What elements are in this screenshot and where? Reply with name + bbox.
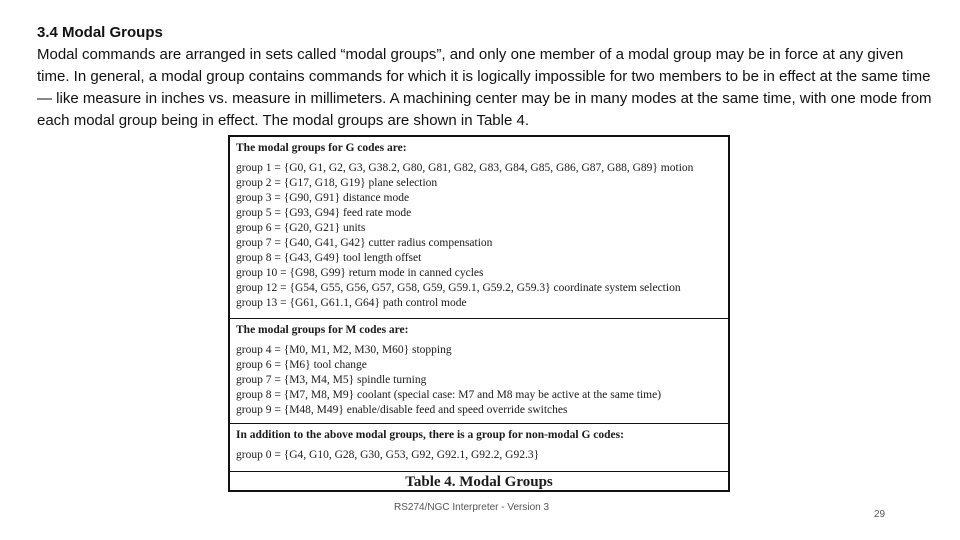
m-codes-heading: The modal groups for M codes are: [236,324,409,336]
table-row: group 12 = {G54, G55, G56, G57, G58, G59, G59.1, G59.2, G59.3} coordinate system selection [236,282,681,294]
table-row: group 6 = {G20, G21} units [236,222,366,234]
table-caption: Table 4. Modal Groups [405,474,553,490]
table-row: group 7 = {M3, M4, M5} spindle turning [236,374,427,386]
page-number: 29 [874,509,886,520]
table-row: group 1 = {G0, G1, G2, G3, G38.2, G80, G81, G82, G83, G84, G85, G86, G87, G88, G89} motion [236,162,694,174]
modal-groups-table [228,135,730,492]
table-row: group 3 = {G90, G91} distance mode [236,192,410,204]
table-row: group 13 = {G61, G61.1, G64} path control mode [236,297,467,309]
table-row: group 4 = {M0, M1, M2, M30, M60} stopping [236,344,452,356]
g-codes-heading: The modal groups for G codes are: [236,142,407,154]
non-modal-section [230,424,728,472]
section-paragraph: Modal commands are arranged in sets called “modal groups”, and only one member of a modal group may be in force at any given time. In general, a modal group contains commands for which it is logically impossible for two members to be in effect at the same time — like measure in inches vs. measure in millimeters. A machining center may be in many modes at the same time, with one mode from each modal group being in effect. The modal groups are shown in Table 4. [37,46,932,129]
table-row: group 5 = {G93, G94} feed rate mode [236,207,412,219]
section-title: 3.4 Modal Groups [37,24,163,41]
table-row: group 6 = {M6} tool change [236,359,367,371]
table-row: group 9 = {M48, M49} enable/disable feed and speed override switches [236,404,568,416]
table-row: group 8 = {G43, G49} tool length offset [236,252,422,264]
table-row: group 10 = {G98, G99} return mode in canned cycles [236,267,484,279]
table-row: group 7 = {G40, G41, G42} cutter radius compensation [236,237,493,249]
m-codes-section [230,319,728,424]
g-codes-section [230,137,728,319]
footer-text: RS274/NGC Interpreter - Version 3 [394,502,550,513]
table-row: group 8 = {M7, M8, M9} coolant (special case: M7 and M8 may be active at the same time) [236,389,662,401]
table-row: group 0 = {G4, G10, G28, G30, G53, G92, G92.1, G92.2, G92.3} [236,449,540,461]
body-text [37,22,937,132]
non-modal-heading: In addition to the above modal groups, there is a group for non-modal G codes: [236,429,624,441]
table-row: group 2 = {G17, G18, G19} plane selection [236,177,438,189]
